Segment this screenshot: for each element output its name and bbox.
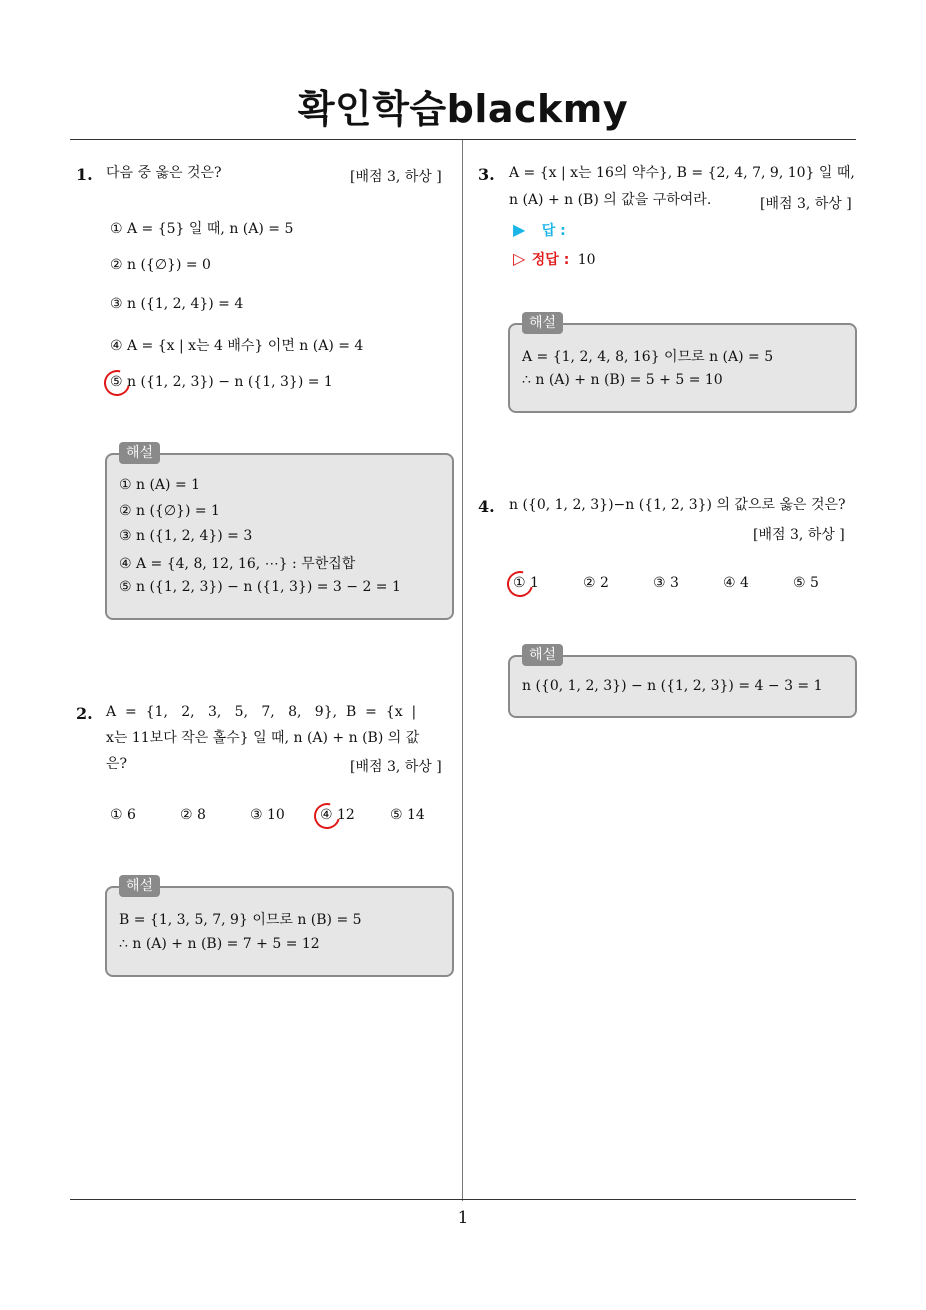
header-rule (70, 139, 856, 140)
question-text-line-2: x는 11보다 작은 홀수} 일 때, n (A) + n (B) 의 값 (106, 730, 420, 746)
solution-line: ② n ({∅}) = 1 (119, 503, 220, 519)
question-number: 3. (478, 165, 495, 184)
question-text-line-1: A = {x | x는 16의 약수}, B = {2, 4, 7, 9, 10} 일 때, (509, 165, 855, 181)
option-1[interactable]: ① 6 (110, 807, 136, 823)
solution-tag: 해설 (119, 442, 160, 464)
question-number: 1. (76, 165, 93, 184)
option-4[interactable]: ④ 4 (723, 575, 749, 591)
question-text: n ({0, 1, 2, 3})−n ({1, 2, 3}) 의 값으로 옳은 것은? (509, 497, 846, 513)
option-text: 1 (530, 575, 539, 591)
option-2[interactable]: ② 8 (180, 807, 206, 823)
question-text: 다음 중 옳은 것은? (106, 165, 222, 181)
solution-tag: 해설 (522, 644, 563, 666)
correct-answer-row (513, 249, 596, 269)
question-number: 2. (76, 704, 93, 723)
question-text-line-1: A = {1, 2, 3, 5, 7, 8, 9}, B = {x | (106, 704, 417, 720)
solution-line: ④ A = {4, 8, 12, 16, ⋯} : 무한집합 (119, 556, 356, 572)
column-divider (462, 140, 463, 1201)
question-text-line-3: 은? (106, 756, 128, 772)
option-4[interactable] (320, 807, 355, 823)
option-1[interactable] (513, 575, 539, 591)
solution-line: A = {1, 2, 4, 8, 16} 이므로 n (A) = 5 (522, 349, 774, 365)
solution-box (105, 878, 454, 977)
page-number: 1 (457, 1208, 469, 1228)
option-1[interactable]: ① A = {5} 일 때, n (A) = 5 (110, 221, 294, 237)
page-title: 확인학습blackmy (297, 87, 629, 131)
option-2[interactable]: ② 2 (583, 575, 609, 591)
correct-value: 10 (577, 252, 596, 268)
solution-box (105, 445, 454, 620)
option-text: 12 (337, 807, 355, 823)
solution-line: ① n (A) = 1 (119, 477, 201, 493)
correct-label: 정답 : (531, 252, 570, 268)
solution-line: ⑤ n ({1, 2, 3}) − n ({1, 3}) = 3 − 2 = 1 (119, 579, 401, 595)
solution-line: ∴ n (A) + n (B) = 7 + 5 = 12 (119, 936, 320, 952)
answer-input-row[interactable] (513, 220, 566, 240)
score-meta: [배점 3, 하상 ] (753, 527, 845, 543)
option-marker: ① (513, 575, 526, 591)
solution-line: n ({0, 1, 2, 3}) − n ({1, 2, 3}) = 4 − 3 = 1 (522, 678, 823, 694)
answer-label: 답 : (541, 223, 566, 239)
question-text-line-2: n (A) + n (B) 의 값을 구하여라. (509, 192, 712, 208)
solution-line: B = {1, 3, 5, 7, 9} 이므로 n (B) = 5 (119, 912, 362, 928)
option-marker: ④ (320, 807, 333, 823)
option-5[interactable]: ⑤ 5 (793, 575, 819, 591)
option-marker: ⑤ (110, 374, 123, 390)
answer-circle-icon (309, 798, 345, 834)
option-3[interactable]: ③ 3 (653, 575, 679, 591)
score-meta: [배점 3, 하상 ] (350, 169, 442, 185)
answer-circle-icon (99, 365, 135, 401)
score-meta: [배점 3, 하상 ] (350, 759, 442, 775)
option-3[interactable]: ③ 10 (250, 807, 285, 823)
option-4[interactable]: ④ A = {x | x는 4 배수} 이면 n (A) = 4 (110, 338, 364, 354)
correct-arrow-icon: ▷ (513, 249, 526, 268)
option-3[interactable]: ③ n ({1, 2, 4}) = 4 (110, 296, 244, 312)
solution-box (508, 315, 857, 413)
question-number: 4. (478, 497, 495, 516)
solution-box (508, 647, 857, 718)
option-5[interactable]: ⑤ 14 (390, 807, 425, 823)
option-5[interactable] (110, 374, 333, 390)
score-meta: [배점 3, 하상 ] (760, 196, 852, 212)
answer-circle-icon (502, 566, 538, 602)
answer-arrow-icon: ▶ (513, 220, 526, 239)
solution-line: ③ n ({1, 2, 4}) = 3 (119, 528, 253, 544)
solution-tag: 해설 (119, 875, 160, 897)
solution-line: ∴ n (A) + n (B) = 5 + 5 = 10 (522, 372, 723, 388)
footer-rule (70, 1199, 856, 1200)
option-2[interactable]: ② n ({∅}) = 0 (110, 257, 211, 273)
option-text: n ({1, 2, 3}) − n ({1, 3}) = 1 (127, 374, 333, 390)
solution-tag: 해설 (522, 312, 563, 334)
